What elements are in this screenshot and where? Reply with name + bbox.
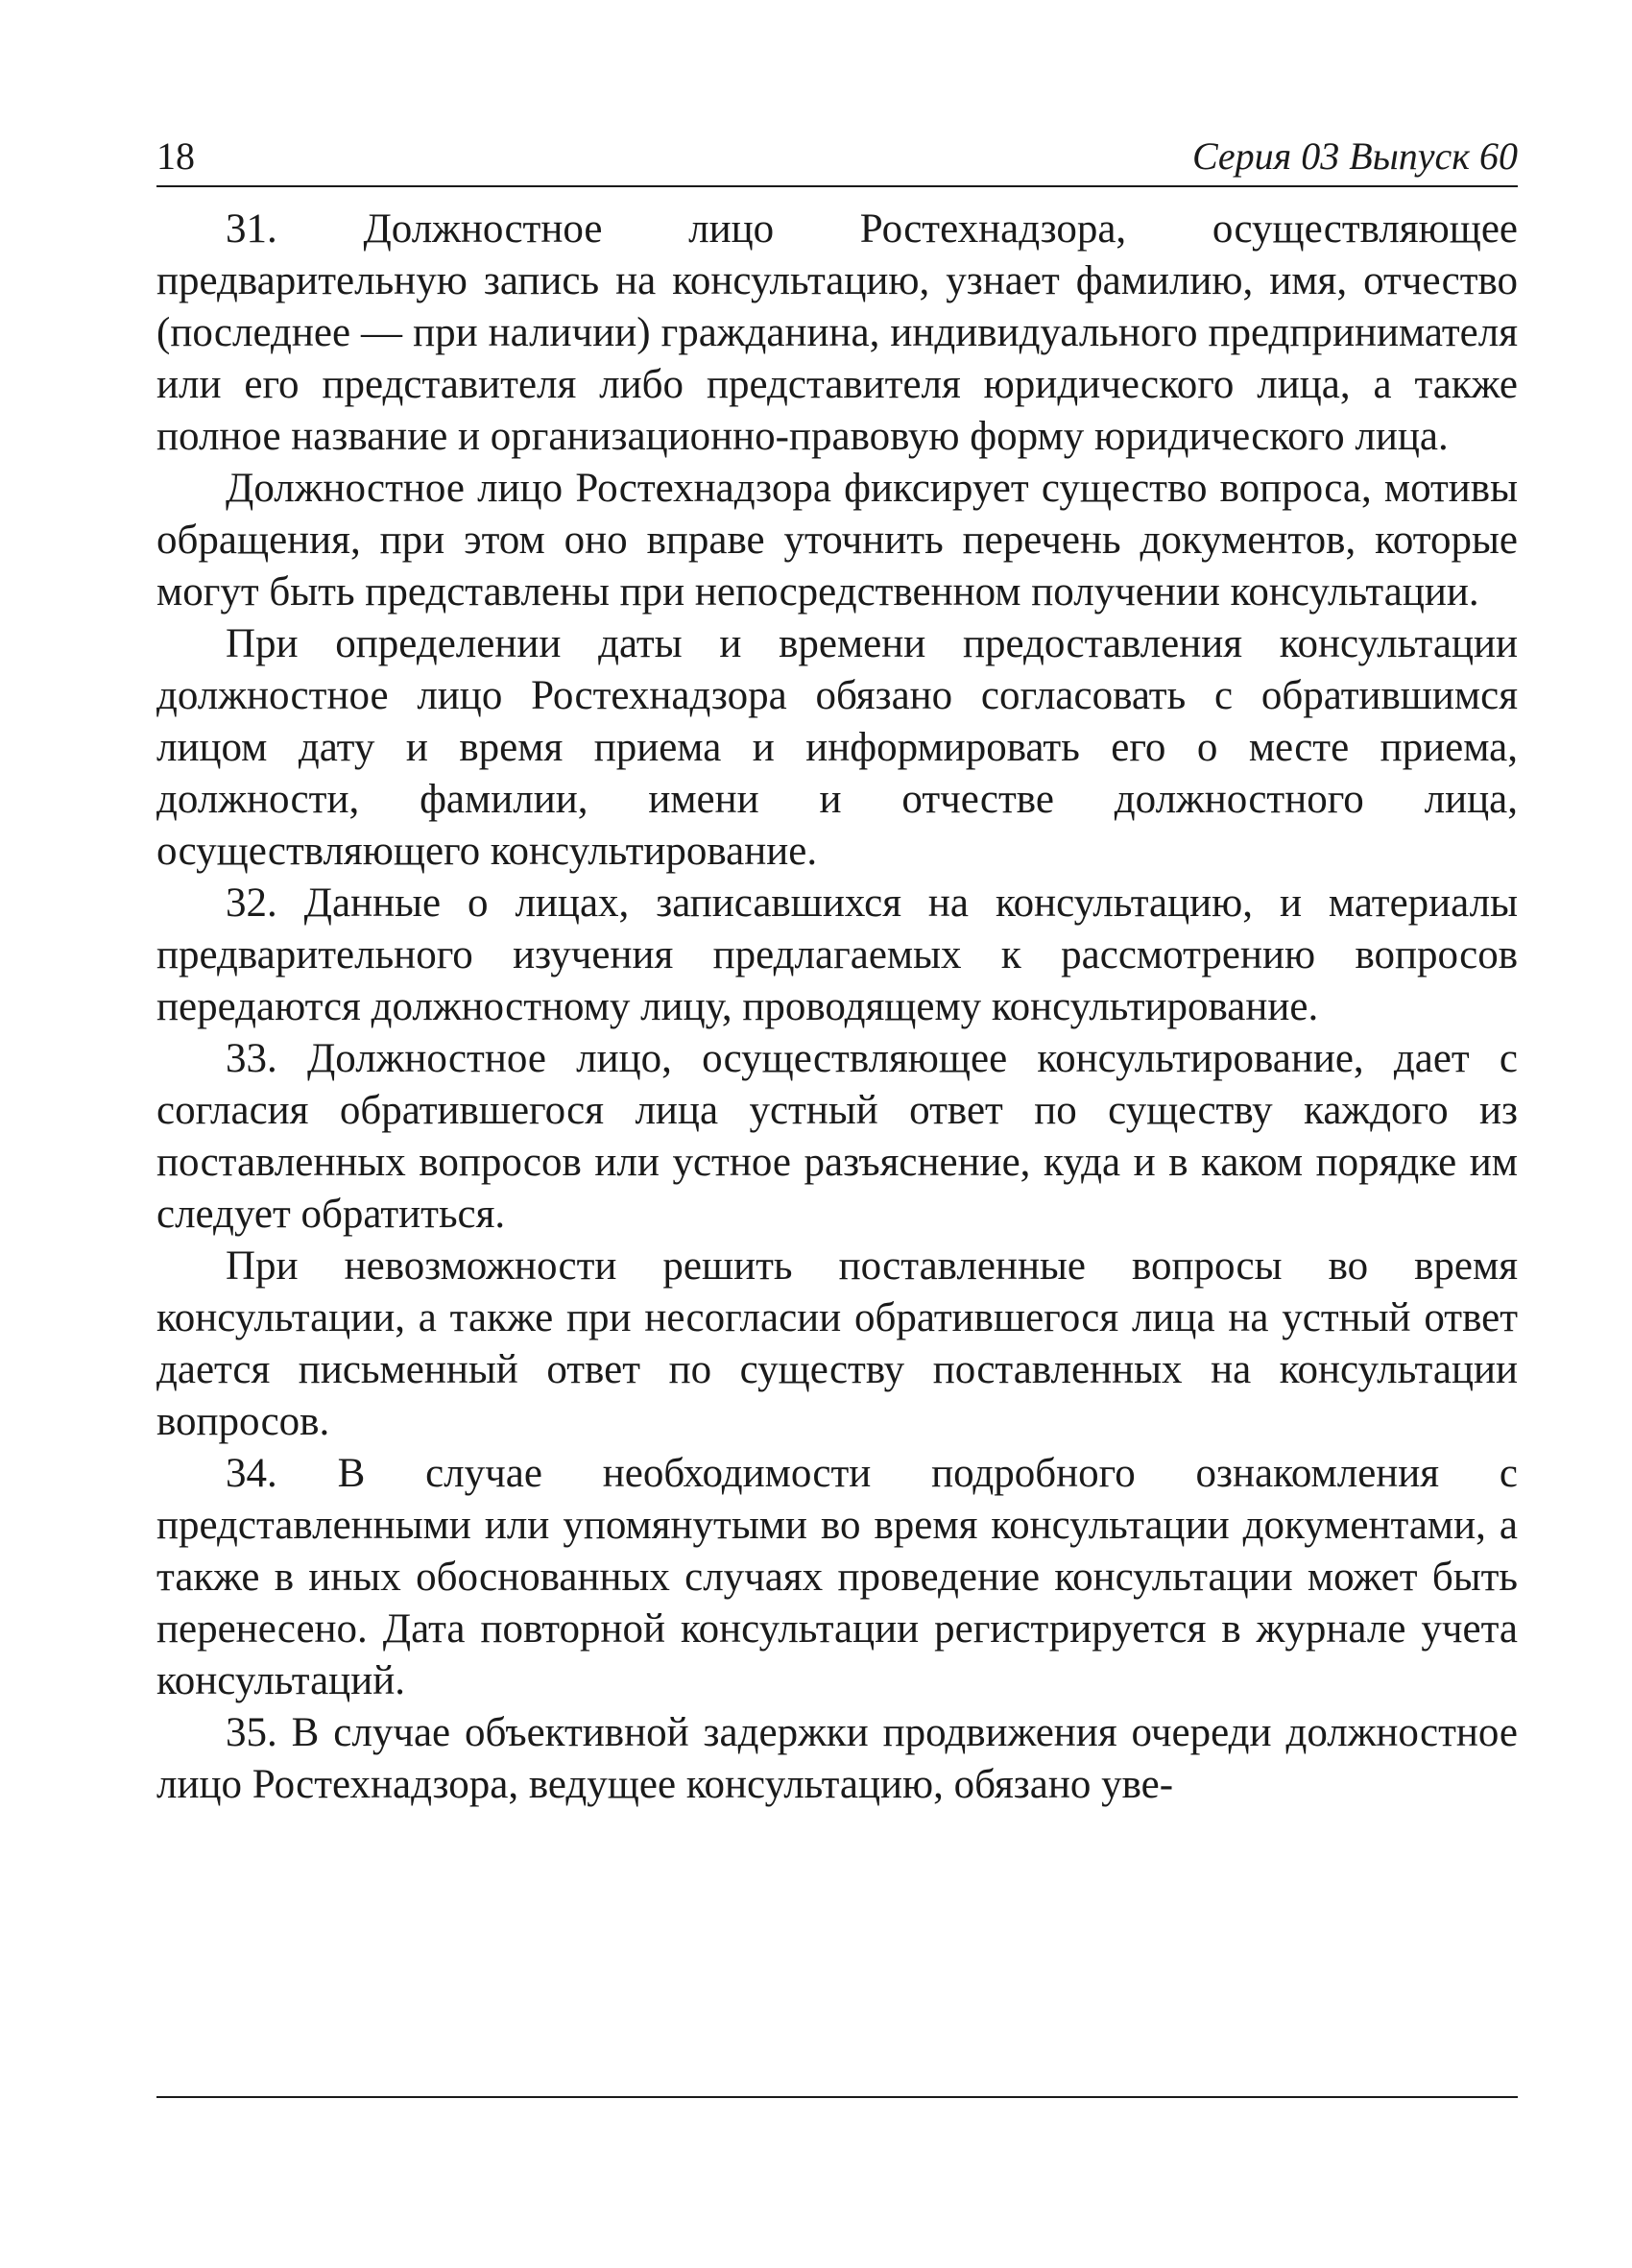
running-title: Серия 03 Выпуск 60 xyxy=(1191,134,1518,178)
page-header xyxy=(156,133,1518,181)
document-body xyxy=(156,204,1518,1811)
footer-divider xyxy=(156,2096,1518,2098)
paragraph-31-recording: Должностное лицо Ростехнадзора фиксирует существо вопроса, мотивы обращения, при этом оно вправе уточнить перечень документов, которые могут быть представлены при непосредственном получении консультации. xyxy=(156,466,1518,615)
paragraph-32: 32. Данные о лицах, записавшихся на консультацию, и материалы предварительного изучения предлагаемых к рассмотрению вопросов передаются должностному лицу, проводящему консультирование. xyxy=(156,881,1518,1029)
paragraph-33: 33. Должностное лицо, осуществляющее консультирование, дает с согласия обратившегося лица устный ответ по существу каждого из поставленных вопросов или устное разъяснение, куда и в каком порядке им следует обратиться. xyxy=(156,1036,1518,1237)
paragraph-33-written-answer: При невозможности решить поставленные вопросы во время консультации, а также при несогласии обратившегося лица на устный ответ дается письменный ответ по существу поставленных на консультации вопросов. xyxy=(156,1243,1518,1444)
paragraph-34: 34. В случае необходимости подробного ознакомления с представленными или упомянутыми во время консультации документами, а также в иных обоснованных случаях проведение консультации может быть перенесено. Дата повторной консультации регистрируется в журнале учета консультаций. xyxy=(156,1451,1518,1703)
page-number: 18 xyxy=(156,134,195,178)
paragraph-31: 31. Должностное лицо Ростехнадзора, осуществляющее предварительную запись на консультацию, узнает фамилию, имя, отчество (последнее — при наличии) гражданина, индивидуального предпринимателя или его представителя либо представителя юридического лица, а также полное название и организационно-правовую форму юридического лица. xyxy=(156,206,1518,459)
paragraph-31-scheduling: При определении даты и времени предоставления консультации должностное лицо Ростехнадзора обязано согласовать с обратившимся лицом дату и время приема и информировать его о месте приема, должности, фамилии, имени и отчестве должностного лица, осуществляющего консультирование. xyxy=(156,621,1518,874)
header-divider xyxy=(156,185,1518,187)
paragraph-35: 35. В случае объективной задержки продвижения очереди должностное лицо Ростехнадзора, ведущее консультацию, обязано уве- xyxy=(156,1710,1518,1807)
